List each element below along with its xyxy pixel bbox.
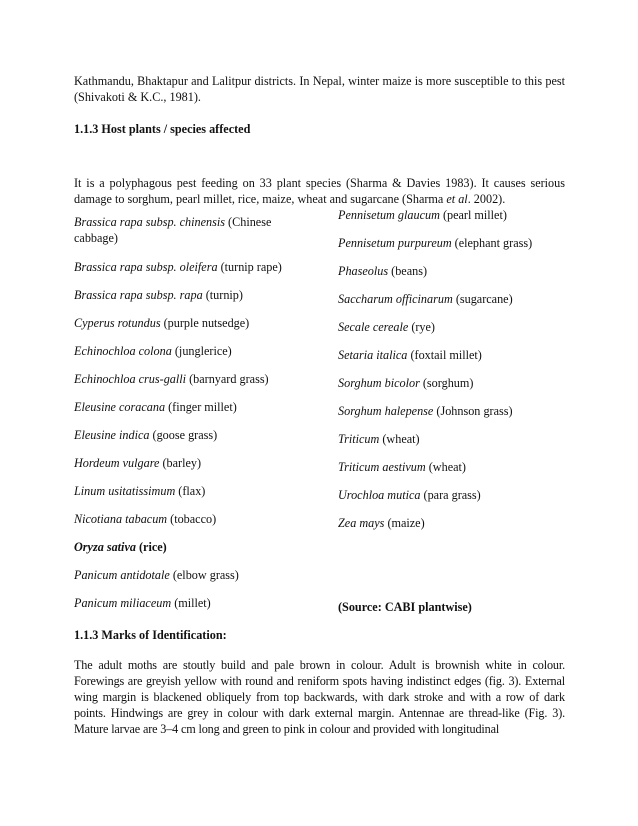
host-scientific-name: Linum usitatissimum <box>74 484 176 498</box>
host-common-name: (Chinese cabbage) <box>74 215 272 245</box>
host-scientific-name: Eleusine coracana <box>74 400 166 414</box>
host-common-name: (rice) <box>135 540 167 554</box>
host-scientific-name: Pennisetum purpureum <box>338 236 452 250</box>
host-common-name: (sorghum) <box>419 376 474 390</box>
host-scientific-name: Urochloa mutica <box>338 488 421 502</box>
host-scientific-name: Triticum aestivum <box>338 460 426 474</box>
host-common-name: (purple nutsedge) <box>160 316 250 330</box>
host-common-name: (para grass) <box>420 488 481 502</box>
host-scientific-name: Echinochloa colona <box>74 344 172 358</box>
host-entry <box>74 567 289 583</box>
host-entry <box>74 371 289 387</box>
host-common-name: (beans) <box>388 264 428 278</box>
host-scientific-name: Nicotiana tabacum <box>74 512 168 526</box>
host-scientific-name: Pennisetum glaucum <box>338 208 440 222</box>
host-entry <box>338 235 553 251</box>
host-entry <box>74 511 289 527</box>
host-entry <box>338 375 553 391</box>
host-plants-paragraph <box>74 175 565 207</box>
host-scientific-name: Brassica rapa subsp. chinensis <box>74 215 225 229</box>
host-scientific-name: Panicum miliaceum <box>74 596 172 610</box>
host-entry <box>74 214 289 246</box>
marks-paragraph: The adult moths are stoutly build and pale brown in colour. Adult is brownish white in colour. Forewings are greyish yellow with round and reniform spots having indistinct edges (fig. 3). External wing margin is blackened obliquely from top backwards, with dark stroke and with a row of dark points. Hindwings are grey in colour with dark external margin. Antennae are thread-like (Fig. 3). Mature larvae are 3–4 cm long and green to pink in colour and provided with longitudinal <box>74 658 565 736</box>
host-common-name: (goose grass) <box>149 428 218 442</box>
host-scientific-name: Brassica rapa subsp. rapa <box>74 288 203 302</box>
host-entry <box>338 459 553 475</box>
host-scientific-name: Hordeum vulgare <box>74 456 160 470</box>
host-entry <box>338 487 553 503</box>
host-common-name: (wheat) <box>379 432 420 446</box>
host-common-name: (turnip) <box>202 288 243 302</box>
host-common-name: (pearl millet) <box>439 208 507 222</box>
host-scientific-name: Phaseolus <box>338 264 389 278</box>
host-scientific-name: Oryza sativa <box>74 540 136 554</box>
host-entry <box>338 207 553 223</box>
host-entry <box>74 483 289 499</box>
host-scientific-name: Panicum antidotale <box>74 568 170 582</box>
host-entry <box>338 291 553 307</box>
host-scientific-name: Zea mays <box>338 516 385 530</box>
host-common-name: (tobacco) <box>167 512 217 526</box>
host-entry <box>74 287 289 303</box>
host-common-name: (elbow grass) <box>169 568 239 582</box>
host-entry <box>74 343 289 359</box>
host-entry <box>338 403 553 419</box>
host-common-name: (millet) <box>171 596 211 610</box>
host-common-name: (rye) <box>408 320 435 334</box>
host-entry <box>338 431 553 447</box>
host-scientific-name: Brassica rapa subsp. oleifera <box>74 260 218 274</box>
host-paragraph-italic: et al <box>446 192 468 206</box>
host-common-name: (wheat) <box>425 460 466 474</box>
host-scientific-name: Eleusine indica <box>74 428 150 442</box>
host-entry <box>338 319 553 335</box>
host-entry <box>74 259 289 275</box>
host-scientific-name: Setaria italica <box>338 348 408 362</box>
host-common-name: (foxtail millet) <box>407 348 482 362</box>
host-entry <box>338 515 553 531</box>
document-page <box>74 0 565 826</box>
host-common-name: (sugarcane) <box>452 292 513 306</box>
host-common-name: (Johnson grass) <box>433 404 513 418</box>
host-scientific-name: Secale cereale <box>338 320 409 334</box>
host-entry <box>74 399 289 415</box>
host-scientific-name: Echinochloa crus-galli <box>74 372 187 386</box>
host-common-name: (turnip rape) <box>217 260 282 274</box>
host-entry <box>74 427 289 443</box>
host-entry <box>74 455 289 471</box>
host-common-name: (barley) <box>159 456 202 470</box>
host-common-name: (junglerice) <box>171 344 232 358</box>
host-entry <box>338 263 553 279</box>
host-entry <box>74 315 289 331</box>
host-scientific-name: Saccharum officinarum <box>338 292 453 306</box>
host-scientific-name: Cyperus rotundus <box>74 316 161 330</box>
host-scientific-name: Sorghum bicolor <box>338 376 420 390</box>
host-common-name: (finger millet) <box>165 400 237 414</box>
host-entry-highlighted <box>74 539 289 555</box>
host-scientific-name: Triticum <box>338 432 380 446</box>
marks-heading: 1.1.3 Marks of Identification: <box>74 628 227 642</box>
host-entry <box>74 595 289 611</box>
intro-paragraph: Kathmandu, Bhaktapur and Lalitpur districts. In Nepal, winter maize is more susceptible to this pest (Shivakoti & K.C., 1981). <box>74 74 565 104</box>
host-entry <box>338 347 553 363</box>
host-paragraph-end: . 2002). <box>467 192 506 206</box>
host-scientific-name: Sorghum halepense <box>338 404 434 418</box>
host-plants-heading: 1.1.3 Host plants / species affected <box>74 122 251 136</box>
source-note: (Source: CABI plantwise) <box>338 600 472 614</box>
host-common-name: (elephant grass) <box>451 236 533 250</box>
host-common-name: (flax) <box>175 484 206 498</box>
host-common-name: (maize) <box>384 516 425 530</box>
host-paragraph-text: It is a polyphagous pest feeding on 33 plant species (Sharma & Davies 1983). It causes serious damage to sorghum, pearl millet, rice, maize, wheat and sugarcane (Sharma <box>74 176 565 206</box>
host-common-name: (barnyard grass) <box>186 372 269 386</box>
